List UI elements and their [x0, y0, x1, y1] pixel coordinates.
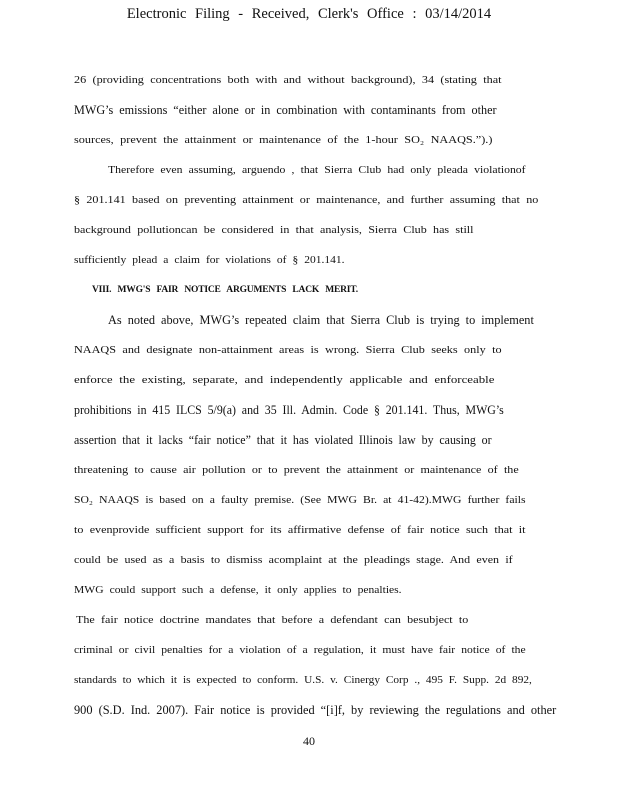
body-line-7: sufficiently plead a claim for violations of § 201.141. — [74, 254, 345, 266]
filing-header: Electronic Filing - Received, Clerk's Office : 03/14/2014 — [126, 6, 492, 22]
body-line-3: sources, prevent the attainment or maintenance of the 1-hour SO₂ NAAQS.”).) — [74, 134, 493, 146]
body-line-22: 900 (S.D. Ind. 2007). Fair notice is provided “[i]f, by reviewing the regulations and other — [74, 703, 557, 717]
body-line-17: could be used as a basis to dismiss acomplaint at the pleadings stage. And even if — [74, 554, 513, 566]
body-line-5: § 201.141 based on preventing attainment or maintenance, and further assuming that no — [74, 194, 539, 206]
body-line-4: Therefore even assuming, arguendo , that Sierra Club had only pleada violationof — [108, 164, 526, 176]
body-line-21: standards to which it is expected to conform. U.S. v. Cinergy Corp ., 495 F. Supp. 2d 892, — [74, 674, 532, 686]
body-line-16: to evenprovide sufficient support for its affirmative defense of fair notice such that it — [74, 524, 526, 536]
body-line-13: assertion that it lacks “fair notice” that it has violated Illinois law by causing or — [74, 433, 492, 447]
body-line-15: SO₂ NAAQS is based on a faulty premise. (See MWG Br. at 41-42).MWG further fails — [74, 494, 526, 506]
body-line-12: prohibitions in 415 ILCS 5/9(a) and 35 Ill. Admin. Code § 201.141. Thus, MWG’s — [74, 403, 504, 417]
body-line-20: criminal or civil penalties for a violation of a regulation, it must have fair notice of the — [74, 644, 526, 656]
body-line-9: As noted above, MWG’s repeated claim that Sierra Club is trying to implement — [108, 313, 534, 327]
section-heading: VIII. MWG'S FAIR NOTICE ARGUMENTS LACK MERIT. — [92, 285, 358, 295]
body-line-6: background pollutioncan be considered in that analysis, Sierra Club has still — [74, 224, 474, 236]
body-line-18: MWG could support such a defense, it only applies to penalties. — [74, 584, 402, 596]
body-line-11: enforce the existing, separate, and independently applicable and enforceable — [74, 374, 495, 386]
body-line-2: MWG’s emissions “either alone or in combination with contaminants from other — [74, 103, 497, 117]
body-line-14: threatening to cause air pollution or to prevent the attainment or maintenance of the — [74, 464, 519, 476]
body-line-10: NAAQS and designate non-attainment areas is wrong. Sierra Club seeks only to — [74, 344, 502, 356]
body-line-1: 26 (providing concentrations both with and without background), 34 (stating that — [74, 74, 502, 86]
page-number: 40 — [303, 734, 315, 748]
body-line-19: The fair notice doctrine mandates that before a defendant can besubject to — [76, 614, 469, 626]
